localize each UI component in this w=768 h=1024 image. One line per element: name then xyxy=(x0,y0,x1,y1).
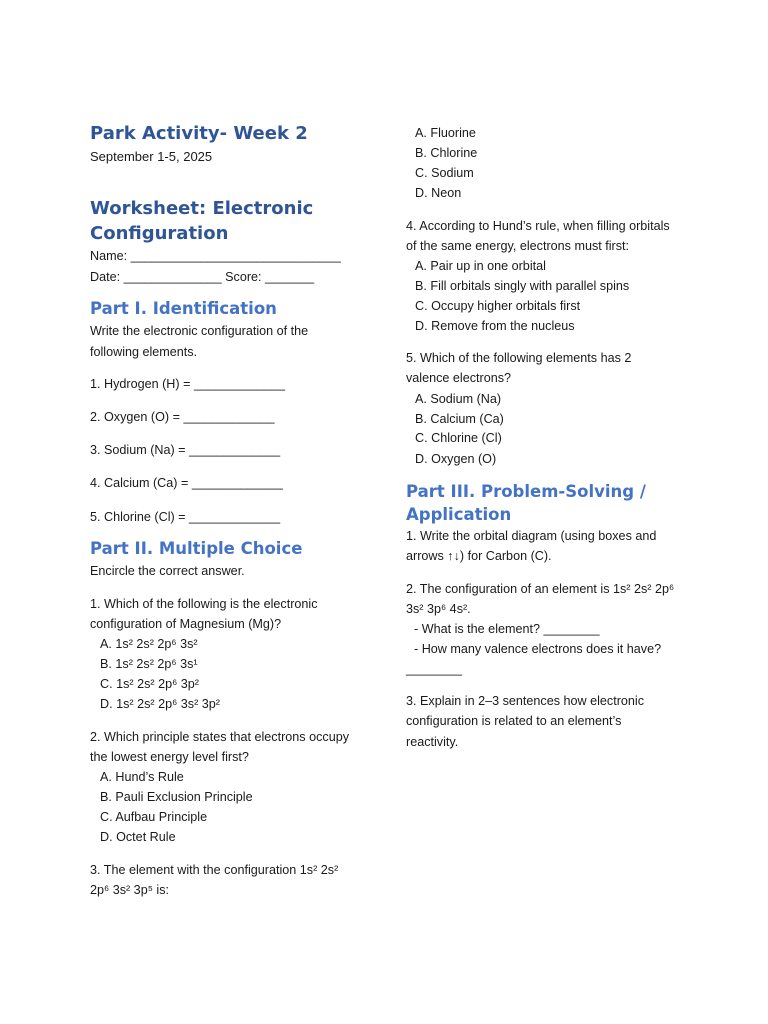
q5-option-b: B. Calcium (Ca) xyxy=(415,412,504,426)
q4-text-line2: of the same energy, electrons must first: xyxy=(406,239,630,253)
part1-item: 5. Chlorine (Cl) = _____________ xyxy=(90,510,281,524)
p3-q3-line1: 3. Explain in 2–3 sentences how electronic xyxy=(406,694,645,708)
q1-option-d: D. 1s² 2s² 2p⁶ 3s² 3p² xyxy=(100,697,220,711)
part1-instruction-line2: following elements. xyxy=(90,345,198,359)
part1-heading: Part I. Identification xyxy=(90,299,277,318)
part3-heading-line1: Part III. Problem-Solving / xyxy=(406,482,646,501)
q3-option-d: D. Neon xyxy=(415,186,462,200)
page-title: Park Activity- Week 2 xyxy=(90,123,308,144)
q1-option-b: B. 1s² 2s² 2p⁶ 3s¹ xyxy=(100,657,198,671)
part1-instruction-line1: Write the electronic configuration of the xyxy=(90,324,309,338)
q1-text-line2: configuration of Magnesium (Mg)? xyxy=(90,617,282,631)
worksheet-title-line2: Configuration xyxy=(90,223,229,244)
q1-option-a: A. 1s² 2s² 2p⁶ 3s² xyxy=(100,637,198,651)
p3-q3-line2: configuration is related to an element’s xyxy=(406,714,622,728)
part1-item: 2. Oxygen (O) = _____________ xyxy=(90,410,275,424)
page-date: September 1-5, 2025 xyxy=(90,149,213,164)
q4-option-c: C. Occupy higher orbitals first xyxy=(415,299,581,313)
part3-heading-line2: Application xyxy=(406,505,512,524)
q2-option-c: C. Aufbau Principle xyxy=(100,810,208,824)
q4-option-b: B. Fill orbitals singly with parallel spins xyxy=(415,279,630,293)
p3-q1-line1: 1. Write the orbital diagram (using boxes and xyxy=(406,529,657,543)
part1-item: 1. Hydrogen (H) = _____________ xyxy=(90,377,285,391)
q3-option-a: A. Fluorine xyxy=(415,126,476,140)
q3-text-line2: 2p⁶ 3s² 3p⁵ is: xyxy=(90,883,170,897)
q5-text-line2: valence electrons? xyxy=(406,371,512,385)
name-field-line: Name: ______________________________ xyxy=(90,249,341,263)
q5-option-a: A. Sodium (Na) xyxy=(415,392,502,406)
worksheet-title-line1: Worksheet: Electronic xyxy=(90,198,314,219)
q2-option-d: D. Octet Rule xyxy=(100,830,176,844)
p3-q2-line2: 3s² 3p⁶ 4s². xyxy=(406,602,471,616)
part2-heading: Part II. Multiple Choice xyxy=(90,539,303,558)
p3-q3-line3: reactivity. xyxy=(406,735,459,749)
part2-instruction: Encircle the correct answer. xyxy=(90,564,245,578)
q2-text-line1: 2. Which principle states that electrons occupy xyxy=(90,730,349,744)
part1-item: 4. Calcium (Ca) = _____________ xyxy=(90,476,283,490)
q3-option-b: B. Chlorine xyxy=(415,146,478,160)
q4-option-a: A. Pair up in one orbital xyxy=(415,259,546,273)
part1-item: 3. Sodium (Na) = _____________ xyxy=(90,443,281,457)
p3-q1-line2: arrows ↑↓) for Carbon (C). xyxy=(406,549,552,563)
q2-text-line2: the lowest energy level first? xyxy=(90,750,249,764)
q5-text-line1: 5. Which of the following elements has 2 xyxy=(406,351,632,365)
p3-q2-sub2-blank: ________ xyxy=(406,662,463,676)
q4-option-d: D. Remove from the nucleus xyxy=(415,319,575,333)
q1-text-line1: 1. Which of the following is the electronic xyxy=(90,597,318,611)
q5-option-d: D. Oxygen (O) xyxy=(415,452,497,466)
q2-option-a: A. Hund’s Rule xyxy=(100,770,184,784)
q1-option-c: C. 1s² 2s² 2p⁶ 3p² xyxy=(100,677,199,691)
q2-option-b: B. Pauli Exclusion Principle xyxy=(100,790,253,804)
q4-text-line1: 4. According to Hund’s rule, when filling orbitals xyxy=(406,219,670,233)
date-score-line: Date: ______________ Score: _______ xyxy=(90,270,315,284)
p3-q2-sub2: - How many valence electrons does it have? xyxy=(414,642,662,656)
p3-q2-line1: 2. The configuration of an element is 1s² 2s² 2p⁶ xyxy=(406,582,675,596)
q3-option-c: C. Sodium xyxy=(415,166,474,180)
p3-q2-sub1: - What is the element? ________ xyxy=(414,622,600,636)
q5-option-c: C. Chlorine (Cl) xyxy=(415,431,502,445)
q3-text-line1: 3. The element with the configuration 1s² 2s² xyxy=(90,863,339,877)
